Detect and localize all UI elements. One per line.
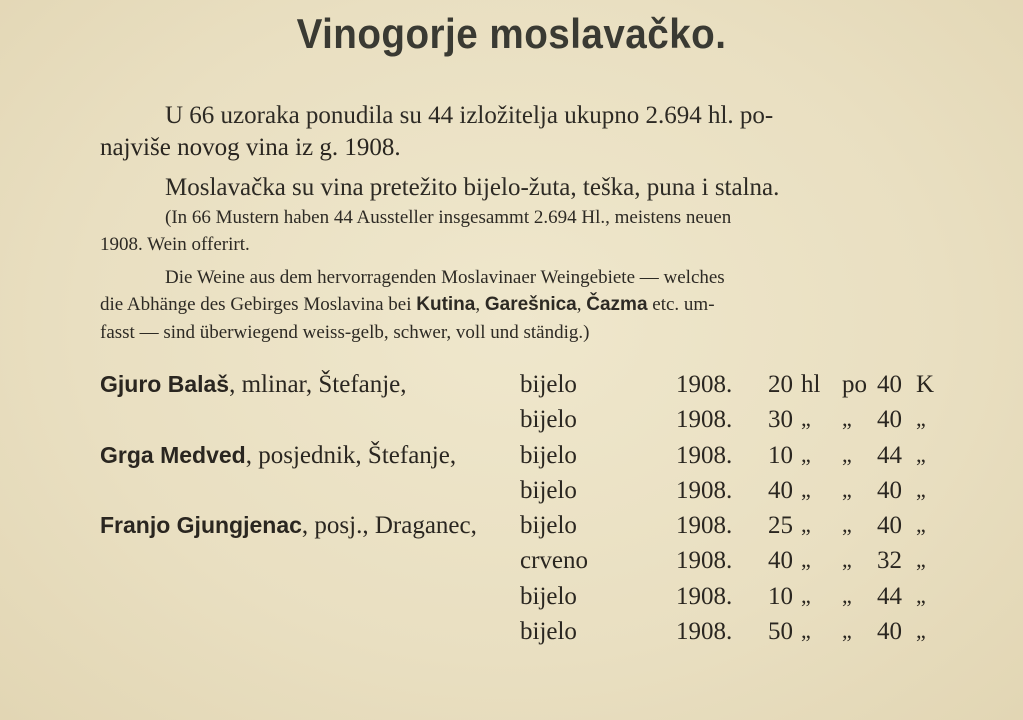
quantity: 10	[768, 583, 793, 610]
vintage-year: 1908.	[676, 583, 733, 610]
exhibitor-details: , posjednik, Štefanje,	[245, 442, 457, 469]
page-title: Vinogorje moslavačko.	[296, 10, 727, 57]
vintage-year: 1908.	[676, 442, 733, 469]
quantity: 10	[768, 442, 793, 469]
quantity: 50	[768, 618, 793, 645]
vintage-year: 1908.	[676, 547, 733, 574]
place-cazma: Čazma	[586, 294, 648, 315]
unit: „	[801, 618, 811, 643]
price-prefix: „	[842, 406, 852, 431]
unit: hl	[801, 371, 821, 398]
unit: „	[801, 583, 811, 608]
currency: „	[916, 442, 926, 467]
vintage-year: 1908.	[676, 406, 733, 433]
price: 40	[877, 371, 902, 398]
table-row	[0, 618, 1023, 653]
quantity: 40	[768, 547, 793, 574]
unit: „	[801, 547, 811, 572]
currency: „	[916, 477, 926, 502]
german-line-5: fasst — sind überwiegend weiss-gelb, schwer, voll und ständig.)	[100, 322, 590, 343]
exhibitor-name: Grga Medved	[100, 442, 246, 468]
table-row	[0, 547, 1023, 582]
vintage-year: 1908.	[676, 512, 733, 539]
exhibitor-details: , mlinar, Štefanje,	[229, 371, 407, 398]
currency: „	[916, 618, 926, 643]
price: 44	[877, 583, 902, 610]
currency: „	[916, 406, 926, 431]
exhibitor-name: Gjuro Balaš	[100, 371, 230, 397]
price-prefix: „	[842, 618, 852, 643]
vintage-year: 1908.	[676, 371, 733, 398]
vintage-year: 1908.	[676, 477, 733, 504]
place-garesnica: Garešnica	[484, 294, 577, 315]
table-row	[0, 442, 1023, 477]
exhibitor-details: , posj., Draganec,	[301, 512, 477, 539]
wine-color: bijelo	[520, 442, 577, 469]
exhibitor	[100, 442, 456, 470]
price-prefix: „	[842, 477, 852, 502]
price: 32	[877, 547, 902, 574]
intro-line-3: Moslavačka su vina pretežito bijelo-žuta, teška, puna i stalna.	[165, 174, 780, 201]
price-prefix: „	[842, 512, 852, 537]
wine-color: crveno	[520, 547, 589, 574]
currency: „	[916, 547, 926, 572]
quantity: 30	[768, 406, 793, 433]
vintage-year: 1908.	[676, 618, 733, 645]
separator: ,	[576, 294, 587, 315]
german-line-4-start: die Abhänge des Gebirges Moslavina bei	[100, 294, 417, 315]
table-row	[0, 583, 1023, 618]
price-prefix: „	[842, 547, 852, 572]
german-line-4-end: etc. um-	[647, 294, 715, 315]
german-line-2: 1908. Wein offerirt.	[100, 234, 250, 255]
currency: K	[916, 371, 935, 398]
price: 40	[877, 512, 902, 539]
wine-color: bijelo	[520, 477, 577, 504]
table-row	[0, 512, 1023, 547]
german-line-1: (In 66 Mustern haben 44 Aussteller insgesammt 2.694 Hl., meistens neuen	[165, 207, 732, 228]
currency: „	[916, 512, 926, 537]
table-row	[0, 477, 1023, 512]
unit: „	[801, 442, 811, 467]
quantity: 25	[768, 512, 793, 539]
table-row	[0, 371, 1023, 406]
exhibitor	[100, 371, 407, 399]
unit: „	[801, 512, 811, 537]
exhibitor	[100, 512, 477, 540]
wine-color: bijelo	[520, 583, 577, 610]
table-row	[0, 406, 1023, 441]
intro-line-1: U 66 uzoraka ponudila su 44 izložitelja ukupno 2.694 hl. po-	[165, 102, 774, 129]
price: 40	[877, 618, 902, 645]
price: 40	[877, 406, 902, 433]
price: 44	[877, 442, 902, 469]
german-line-3: Die Weine aus dem hervorragenden Moslavinaer Weingebiete — welches	[165, 267, 725, 288]
price-prefix: „	[842, 442, 852, 467]
german-line-4	[100, 292, 715, 318]
wine-color: bijelo	[520, 618, 577, 645]
place-kutina: Kutina	[416, 294, 476, 315]
unit: „	[801, 477, 811, 502]
intro-line-2: najviše novog vina iz g. 1908.	[100, 134, 401, 161]
currency: „	[916, 583, 926, 608]
unit: „	[801, 406, 811, 431]
quantity: 20	[768, 371, 793, 398]
price-prefix: „	[842, 583, 852, 608]
separator: ,	[475, 294, 485, 315]
exhibitor-name: Franjo Gjungjenac	[100, 512, 302, 538]
quantity: 40	[768, 477, 793, 504]
wine-color: bijelo	[520, 406, 577, 433]
price-prefix: po	[842, 371, 867, 398]
wine-color: bijelo	[520, 512, 577, 539]
wine-color: bijelo	[520, 371, 577, 398]
price: 40	[877, 477, 902, 504]
